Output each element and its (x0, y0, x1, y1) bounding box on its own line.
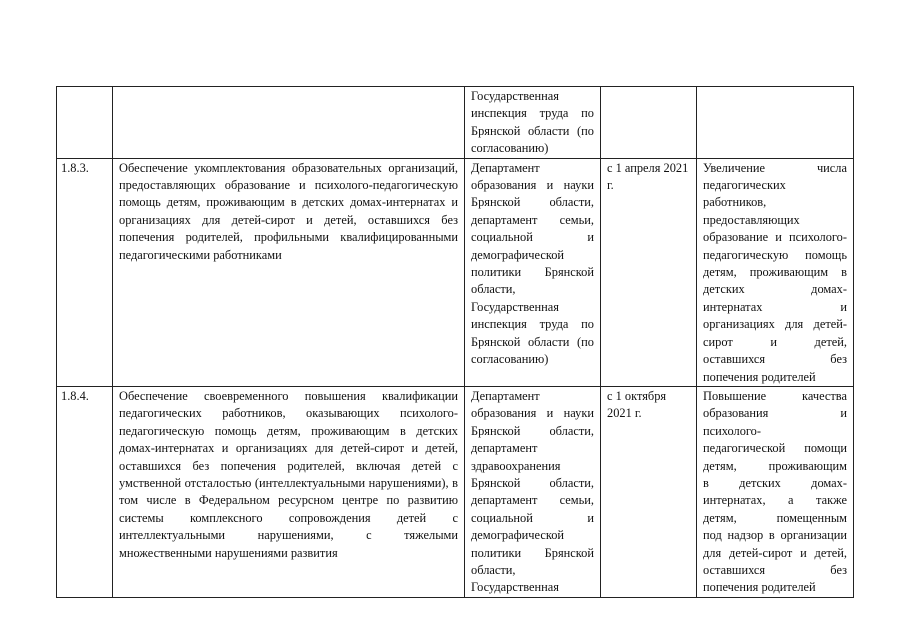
cell-line: Государственная (471, 89, 559, 103)
cell-line: согласованию) (471, 141, 549, 156)
table-row (57, 158, 854, 386)
cell-line: детских домах- (703, 282, 847, 297)
cell-line: сирот и детей, (703, 334, 847, 349)
measure-text: Обеспечение своевременного повышения квалификации педагогических работников, оказывающих психолого-педагогическую помощь детям, проживающим в детских домах-интернатах и организациях для детей-сирот и детей, оставшихся без попечения родителей, включая детей с умственной отсталостью (интеллектуальными нарушениями), в том числе в Федеральном ресурсном центре по развитию системы комплексного сопровождения детей с интеллектуальными нарушениями, с тяжелыми множественными нарушениями развития (113, 386, 465, 597)
table-row (57, 386, 854, 597)
indicator-text (697, 386, 854, 597)
cell-line: политики Брянской (471, 545, 594, 560)
cell-line: психолого- (703, 423, 761, 438)
cell-line: демографической (471, 247, 565, 262)
cell-line: для детей-сирот и детей, (703, 545, 847, 560)
cell-line: детям, проживающим (703, 458, 847, 473)
term-text: с 1 апреля 2021 г. (601, 158, 697, 386)
cell-line: Брянской области (по (471, 123, 594, 138)
cell-line: попечения родителей (703, 369, 816, 384)
cell-line: политики Брянской (471, 265, 594, 280)
cell-line: Департамент (471, 388, 540, 403)
cell-line: инспекция труда по (471, 317, 594, 332)
cell-line: в детских домах- (703, 475, 847, 490)
cell-line: Повышение качества (703, 388, 847, 403)
cell-line: согласованию) (471, 352, 549, 367)
cell-line: Департамент (471, 160, 540, 175)
cell-line: интернатах и (703, 299, 847, 314)
cell-line: образования и науки (471, 178, 594, 193)
term-text: с 1 октября 2021 г. (601, 386, 697, 597)
cell-line: детям, помещенным (703, 510, 847, 525)
indicator-text (697, 87, 854, 159)
cell-line: социальной и (471, 230, 594, 245)
cell-line: под надзор в организации (703, 528, 847, 543)
cell-line: интернатах, а также (703, 493, 847, 508)
table-row (57, 87, 854, 159)
cell-line: инспекция труда по (471, 106, 594, 121)
row-number: 1.8.3. (57, 158, 113, 386)
row-number (57, 87, 113, 159)
cell-line: детям, проживающим в (703, 265, 847, 280)
cell-line: департамент семьи, (471, 212, 594, 227)
cell-line: департамент (471, 441, 538, 456)
cell-line: демографической (471, 528, 565, 543)
cell-line: организациях для детей- (703, 317, 847, 332)
term-text (601, 87, 697, 159)
cell-line: Брянской области, (471, 475, 594, 490)
cell-line: образование и психолого- (703, 230, 847, 245)
cell-line: области, (471, 562, 516, 577)
executor-text (465, 158, 601, 386)
cell-line: Брянской области (по (471, 334, 594, 349)
cell-line: оставшихся без (703, 562, 847, 577)
indicator-text (697, 158, 854, 386)
cell-line: образования и (703, 406, 847, 421)
executor-text (465, 386, 601, 597)
measure-text: Обеспечение укомплектования образовательных организаций, предоставляющих образование и психолого-педагогическую помощь детям, проживающим в детских домах-интернатах и организациях для детей-сирот и детей, оставшихся без попечения родителей, профильными квалифицированными педагогическими работниками (113, 158, 465, 386)
cell-line: предоставляющих (703, 212, 800, 227)
cell-line: попечения родителей (703, 580, 816, 595)
cell-line: Увеличение числа (703, 160, 847, 175)
cell-line: области, (471, 282, 516, 297)
cell-line: Брянской области, (471, 423, 594, 438)
row-number: 1.8.4. (57, 386, 113, 597)
cell-line: педагогических (703, 178, 786, 193)
cell-line: Государственная (471, 299, 559, 314)
cell-line: оставшихся без (703, 352, 847, 367)
cell-line: работников, (703, 195, 767, 210)
cell-line: Государственная (471, 580, 559, 595)
cell-line: педагогической помощи (703, 441, 847, 456)
cell-line: образования и науки (471, 406, 594, 421)
cell-line: социальной и (471, 510, 594, 525)
cell-line: департамент семьи, (471, 493, 594, 508)
measure-text (113, 87, 465, 159)
measures-table (56, 86, 854, 598)
cell-line: педагогическую помощь (703, 247, 847, 262)
cell-line: Брянской области, (471, 195, 594, 210)
cell-line: здравоохранения (471, 458, 561, 473)
executor-text (465, 87, 601, 159)
measures-table-body (57, 87, 854, 598)
